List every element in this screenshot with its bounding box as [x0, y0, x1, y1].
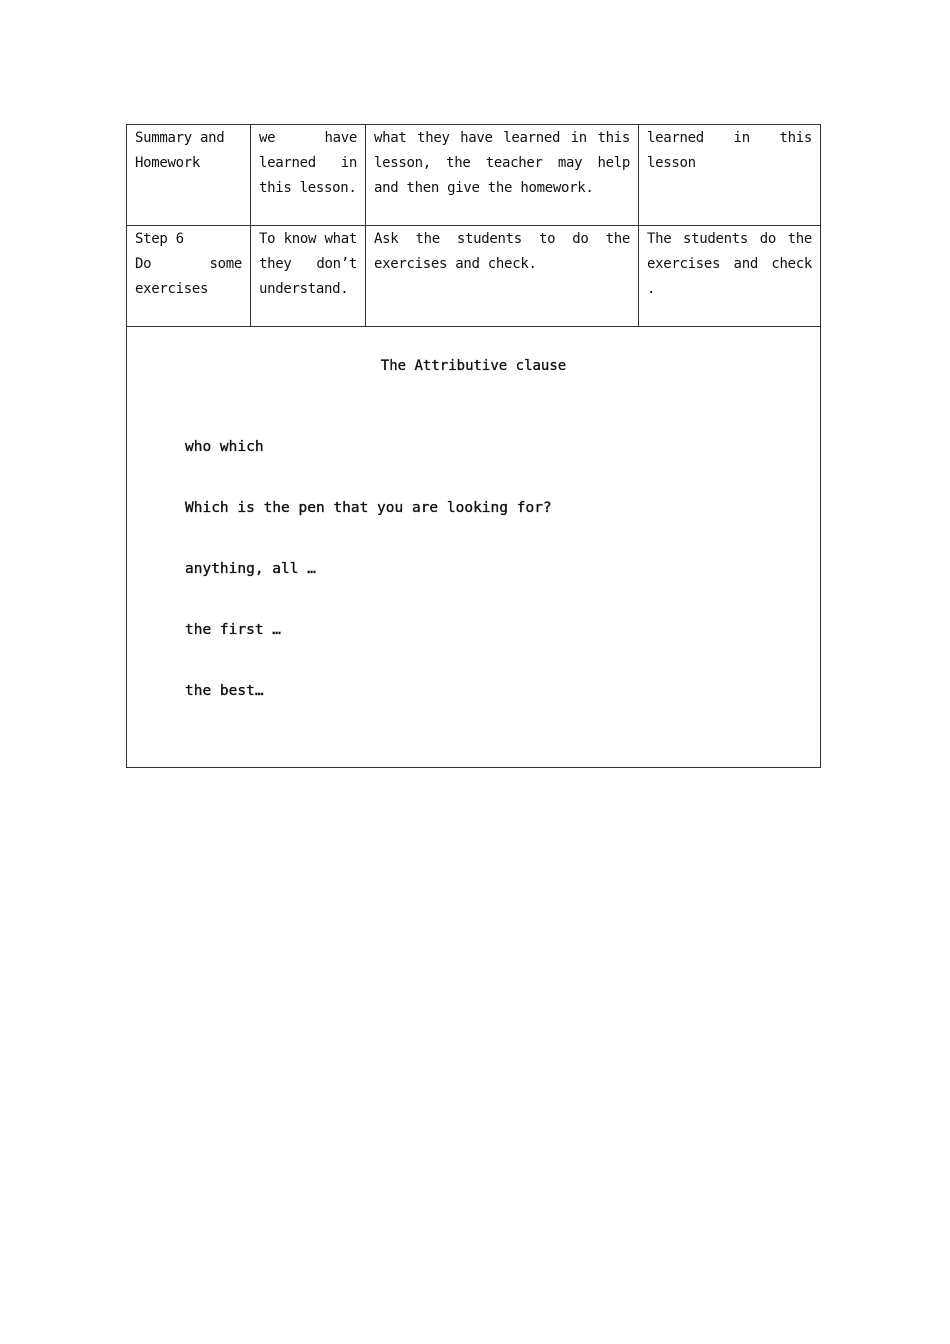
- blackboard-line: anything, all …: [185, 561, 316, 577]
- aim-cell: To know what they don’t understand.: [251, 226, 366, 327]
- lesson-plan-table: [126, 124, 821, 768]
- blackboard-design-row: [127, 327, 821, 768]
- blackboard-title: The Attributive clause: [380, 358, 567, 374]
- stage-cell: Summary and Homework: [127, 125, 251, 226]
- blackboard-line: who which: [185, 439, 264, 455]
- student-activity-cell: The students do the exercises and check .: [639, 226, 821, 327]
- teacher-activity-cell: Ask the students to do the exercises and check.: [366, 226, 639, 327]
- stage-cell: Step 6 Do some exercises: [127, 226, 251, 327]
- blackboard-design-cell: [127, 327, 821, 768]
- blackboard-lines: [185, 412, 820, 742]
- blackboard-line: the first …: [185, 622, 282, 638]
- table-row: [127, 226, 821, 327]
- aim-cell: we have learned in this lesson.: [251, 125, 366, 226]
- blackboard-line: the best…: [185, 683, 264, 699]
- student-activity-cell: learned in this lesson: [639, 125, 821, 226]
- table-row: [127, 125, 821, 226]
- teacher-activity-cell: what they have learned in this lesson, the teacher may help and then give the homework.: [366, 125, 639, 226]
- blackboard-line: Which is the pen that you are looking for?: [185, 500, 552, 516]
